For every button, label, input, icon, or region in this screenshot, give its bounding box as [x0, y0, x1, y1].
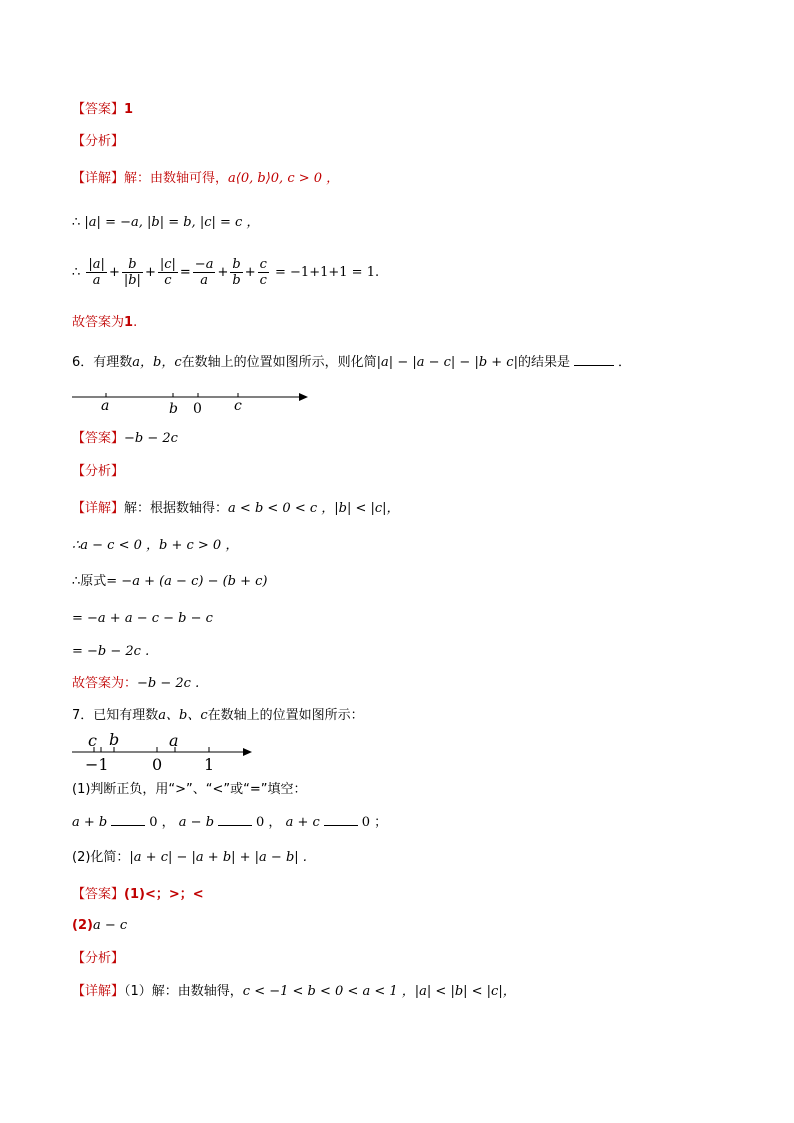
q7-part2-expr: |a + c| − |a + b| + |a − b| .	[129, 850, 307, 865]
q7-answer-line-2	[72, 917, 127, 935]
q5-detail-text: 解：由数轴可得，	[124, 171, 229, 186]
q5-frac-3-den: c	[164, 273, 172, 288]
q6-line2-math: ∴a − c < 0 ，b + c > 0 ，	[72, 538, 239, 553]
q5-line3: ∴ $\frac{|a|}{a}$ + $\frac{b}{|b|}$ + $\frac{|c|}{c}$ = $\frac{-a}{a}$ + $\frac{b}{b}$ + $\frac{c}{c}$ = −1+1+1 = 1.	[72, 257, 380, 288]
q7-detail-math: c < −1 < b < 0 < a < 1 ，|a| < |b| < |c|，	[242, 984, 516, 999]
q5-frac-6-num: c	[259, 257, 267, 272]
q7-answer-prefix-2: (2)	[72, 918, 93, 933]
q6-label-c: c	[234, 398, 242, 414]
q7-expr2: a − b	[178, 815, 215, 830]
q6-label-0: 0	[193, 401, 202, 417]
q5-frac-1-num: |a|	[88, 257, 105, 272]
q6-analysis	[72, 463, 124, 481]
q5-frac-2	[122, 257, 143, 288]
q5-frac-2-num: b	[122, 257, 143, 273]
q5-conclusion-text: 故答案为	[72, 315, 125, 330]
q5-answer-line	[72, 101, 133, 119]
q7-label-b: b	[109, 730, 120, 749]
q7-expr3: a + c	[285, 815, 320, 830]
q6-answer-blank	[574, 353, 614, 366]
q7-vars: a、b、c	[158, 708, 208, 723]
q7-detail-label: 【详解】	[72, 984, 125, 999]
q7-answer-line	[72, 886, 204, 904]
q5-line2-prefix: ∴	[72, 215, 81, 230]
q6-vars: a，b，c	[132, 355, 182, 370]
q7-zero-2: 0	[256, 815, 265, 830]
q6-conclusion	[72, 675, 199, 693]
q5-frac-4-den: a	[200, 273, 208, 288]
q5-analysis-text: 【分析】	[72, 134, 125, 149]
q7-number-line	[70, 730, 270, 774]
q6-line4	[72, 610, 213, 628]
q7-answer-value-1: (1)<；>；<	[124, 887, 204, 902]
q7-part1-blanks: a + b 0 ， a − b 0 ， a + c 0 ；	[72, 815, 388, 830]
q7-axis-arrow-icon	[243, 748, 252, 756]
q5-analysis-label	[72, 133, 124, 151]
q7-label-neg1: −1	[85, 755, 109, 774]
q7-text-1: 已知有理数	[93, 708, 159, 723]
q5-frac-6	[258, 257, 269, 288]
q7-expr1: a + b	[72, 815, 108, 830]
q7-question	[72, 707, 364, 725]
q7-answer-label: 【答案】	[72, 887, 125, 902]
q5-line3-prefix: ∴	[72, 265, 81, 280]
q6-end: ．	[617, 355, 631, 370]
q5-frac-5	[230, 257, 242, 288]
q5-line3-end: .	[374, 265, 380, 280]
q5-frac-4	[193, 257, 216, 288]
q6-answer-line	[72, 430, 178, 448]
q7-blank-2	[218, 813, 252, 826]
q5-detail-math: a⟨0, b⟩0, c > 0 ，	[228, 171, 340, 186]
q6-label-a: a	[101, 398, 110, 414]
q6-axis-arrow-icon	[299, 393, 308, 401]
q6-line3	[72, 573, 268, 591]
q7-detail-line	[72, 983, 516, 1001]
q7-analysis-label: 【分析】	[72, 951, 125, 966]
q5-detail-line	[72, 170, 339, 188]
q5-conclusion	[72, 314, 137, 332]
q7-part1	[72, 781, 307, 799]
q5-line3-result: = −1+1+1 = 1	[275, 265, 375, 280]
q7-part2-text: (2)化简：	[72, 850, 130, 865]
q6-line4-math: = −a + a − c − b − c	[72, 611, 213, 626]
q6-text-2: 在数轴上的位置如图所示，则化简	[181, 355, 377, 370]
q7-answer-value-2: a − c	[92, 918, 128, 933]
q7-blank-1	[111, 813, 145, 826]
q6-expr: |a| − |a − c| − |b + c|	[376, 355, 518, 370]
q7-label-c: c	[88, 731, 97, 750]
q5-detail-label: 【详解】	[72, 171, 125, 186]
q5-answer-value: 1	[124, 102, 134, 117]
q6-conclusion-value: −b − 2c .	[137, 676, 200, 691]
q6-number-line	[70, 387, 320, 417]
q5-line2-math: |a| = −a, |b| = b, |c| = c ，	[84, 215, 260, 230]
q6-line5	[72, 643, 149, 661]
q6-line2	[72, 537, 238, 555]
q6-detail-line	[72, 500, 400, 518]
q6-question	[72, 353, 631, 372]
q7-label-0: 0	[152, 755, 163, 774]
q7-part1-text: (1)判断正负，用“>”、“<”或“=”填空：	[72, 782, 307, 797]
q7-analysis	[72, 950, 124, 968]
q5-line2	[72, 214, 259, 232]
q5-frac-3-num: |c|	[159, 257, 176, 272]
q5-frac-5-num: b	[232, 257, 241, 272]
q6-detail-math: a < b < 0 < c ，|b| < |c|，	[228, 501, 400, 516]
q5-conclusion-end: .	[133, 315, 138, 330]
q7-zero-1: 0	[149, 815, 158, 830]
q7-zero-3: 0	[361, 815, 371, 830]
q6-text-3: 的结果是	[517, 355, 570, 370]
q7-label-a: a	[169, 731, 179, 750]
q5-frac-2-den: |b|	[123, 273, 141, 288]
q6-analysis-label: 【分析】	[72, 464, 125, 479]
q6-text-1: 有理数	[93, 355, 133, 370]
q6-line3-math: = −a + (a − c) − (b + c)	[106, 574, 268, 589]
q5-frac-6-den: c	[259, 273, 267, 288]
q7-part2	[72, 849, 307, 867]
q7-blank-3	[324, 813, 358, 826]
q5-conclusion-value: 1	[124, 315, 134, 330]
q6-conclusion-text: 故答案为：	[72, 676, 138, 691]
q6-detail-text: 解：根据数轴得：	[124, 501, 229, 516]
q5-answer-label: 【答案】	[72, 102, 125, 117]
q6-line3-text: ∴原式	[72, 574, 107, 589]
q6-answer-value: −b − 2c	[124, 431, 178, 446]
q5-frac-3	[158, 257, 178, 288]
q6-number: 6．	[72, 355, 94, 370]
q7-number: 7．	[72, 708, 94, 723]
q5-frac-4-num: −a	[194, 257, 214, 272]
q6-line5-math: = −b − 2c .	[72, 644, 150, 659]
q5-frac-5-den: b	[232, 273, 241, 288]
q7-label-1: 1	[204, 755, 215, 774]
q5-frac-1-den: a	[92, 273, 101, 288]
q7-text-2: 在数轴上的位置如图所示：	[207, 708, 364, 723]
q6-detail-label: 【详解】	[72, 501, 125, 516]
q6-label-b: b	[169, 401, 178, 417]
q5-frac-1	[86, 257, 107, 288]
q6-answer-label: 【答案】	[72, 431, 125, 446]
q7-detail-text: （1）解：由数轴得，	[124, 984, 243, 999]
